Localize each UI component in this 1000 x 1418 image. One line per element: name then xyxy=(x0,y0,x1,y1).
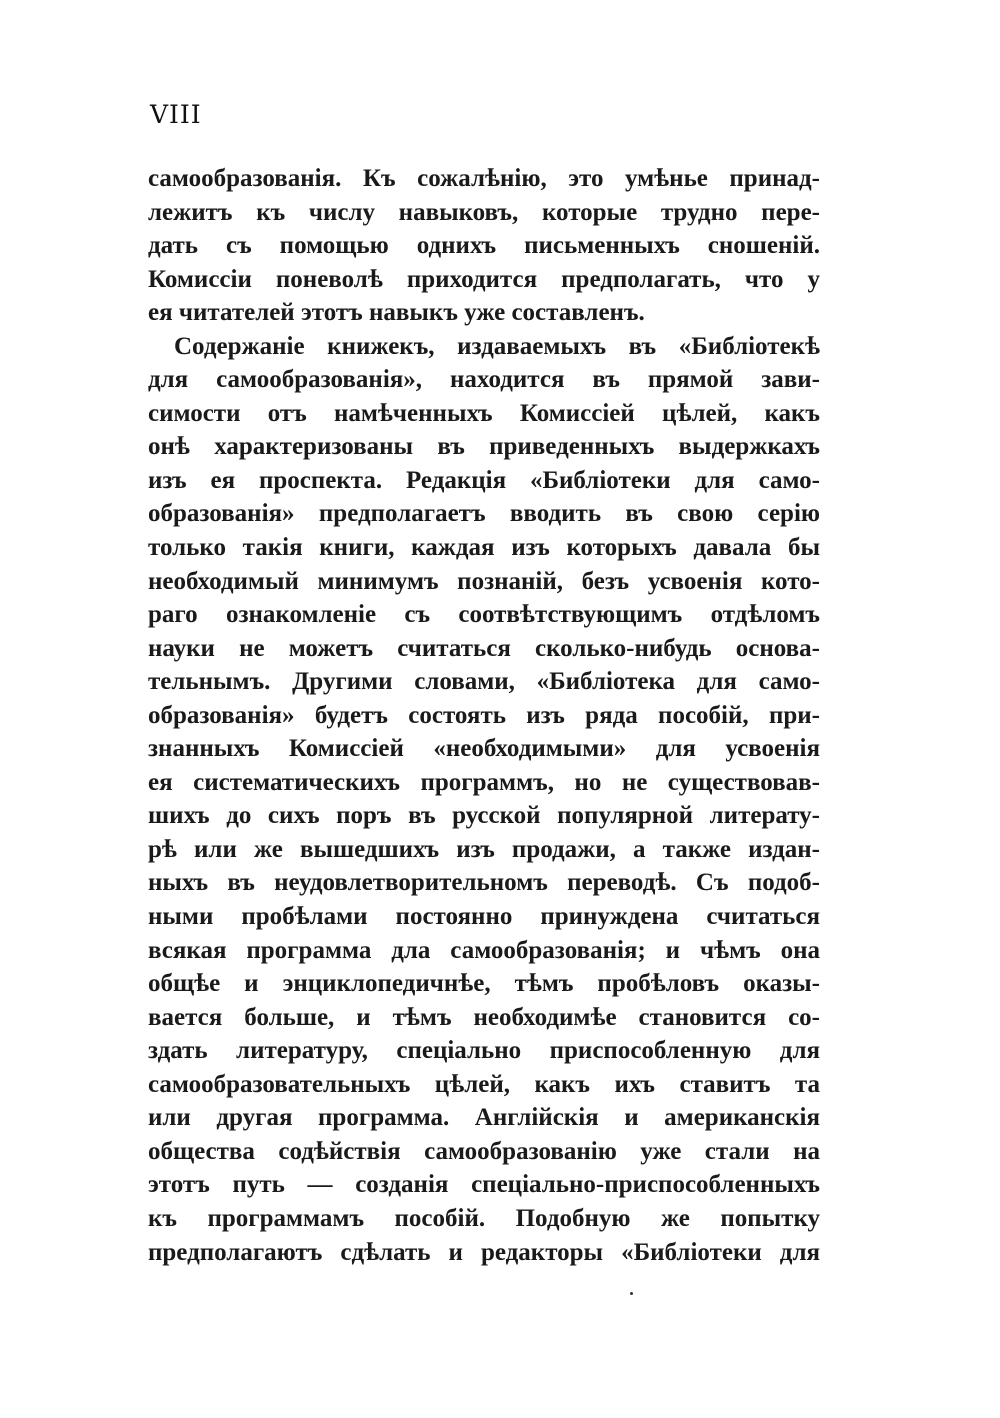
text-line: вается больше, и тѣмъ необходимѣе становится со- xyxy=(148,1003,820,1031)
text-line: лежитъ къ числу навыковъ, которые трудно пере- xyxy=(148,198,820,226)
text-line: рѣ или же вышедшихъ изъ продажи, а также издан- xyxy=(148,835,820,863)
page-number: VIII xyxy=(150,100,202,129)
paragraph xyxy=(148,330,820,1269)
text-line: изъ ея проспекта. Редакція «Библіотеки для само- xyxy=(148,466,820,494)
text-line: ными пробѣлами постоянно принуждена считаться xyxy=(148,903,820,931)
text-line: или другая программа. Англійскія и американскія xyxy=(148,1104,820,1132)
text-line: онѣ характеризованы въ приведенныхъ выдержкахъ xyxy=(148,433,820,461)
text-line: Содержаніе книжекъ, издаваемыхъ въ «Библіотекѣ xyxy=(174,332,820,360)
text-line: самообразованія. Къ сожалѣнію, это умѣнье принад- xyxy=(148,165,820,192)
text-line: образованія» предполагаетъ вводить въ свою серію xyxy=(148,500,820,528)
text-line: здать литературу, спеціально приспособленную для xyxy=(148,1037,820,1065)
text-line: этотъ путь — созданія спеціально-приспособленныхъ xyxy=(148,1171,820,1199)
text-line: науки не можетъ считаться сколько-нибудь основа- xyxy=(148,634,820,662)
text-line: дать съ помощью однихъ письменныхъ сношеній. xyxy=(148,232,820,260)
text-line: предполагаютъ сдѣлать и редакторы «Библіотеки для xyxy=(148,1238,820,1266)
text-line: Комиссіи поневолѣ приходится предполагать, что у xyxy=(148,265,820,293)
text-line: общѣе и энциклопедичнѣе, тѣмъ пробѣловъ оказы- xyxy=(148,970,820,998)
text-line: симости отъ намѣченныхъ Комиссіей цѣлей, какъ xyxy=(148,399,820,427)
text-line: необходимый минимумъ познаній, безъ усвоенія кото- xyxy=(148,567,820,595)
ink-speck xyxy=(630,1292,633,1295)
text-line: только такія книги, каждая изъ которыхъ давала бы xyxy=(148,534,820,562)
text-line: ныхъ въ неудовлетворительномъ переводѣ. Съ подоб- xyxy=(148,869,820,897)
text-line: ея читателей этотъ навыкъ уже составленъ. xyxy=(148,299,645,327)
text-line: къ программамъ пособій. Подобную же попытку xyxy=(148,1204,820,1232)
text-line: самообразовательныхъ цѣлей, какъ ихъ ставитъ та xyxy=(148,1070,820,1098)
body-text xyxy=(148,162,820,1269)
text-line: всякая программа дла самообразованія; и чѣмъ она xyxy=(148,936,820,964)
paragraph xyxy=(148,162,820,330)
text-line: общества содѣйствія самообразованію уже стали на xyxy=(148,1137,820,1165)
text-line: образованія» будетъ состоять изъ ряда пособій, при- xyxy=(148,701,820,729)
text-line: раго ознакомленіе съ соотвѣтствующимъ отдѣломъ xyxy=(148,601,820,629)
text-line: знанныхъ Комиссіей «необходимыми» для усвоенія xyxy=(148,735,820,763)
text-line: для самообразованія», находится въ прямой зави- xyxy=(148,366,820,394)
text-line: тельнымъ. Другими словами, «Библіотека для само- xyxy=(148,668,820,696)
text-line: шихъ до сихъ поръ въ русской популярной литерату- xyxy=(148,802,820,830)
text-line: ея систематическихъ программъ, но не существовав- xyxy=(148,768,820,796)
